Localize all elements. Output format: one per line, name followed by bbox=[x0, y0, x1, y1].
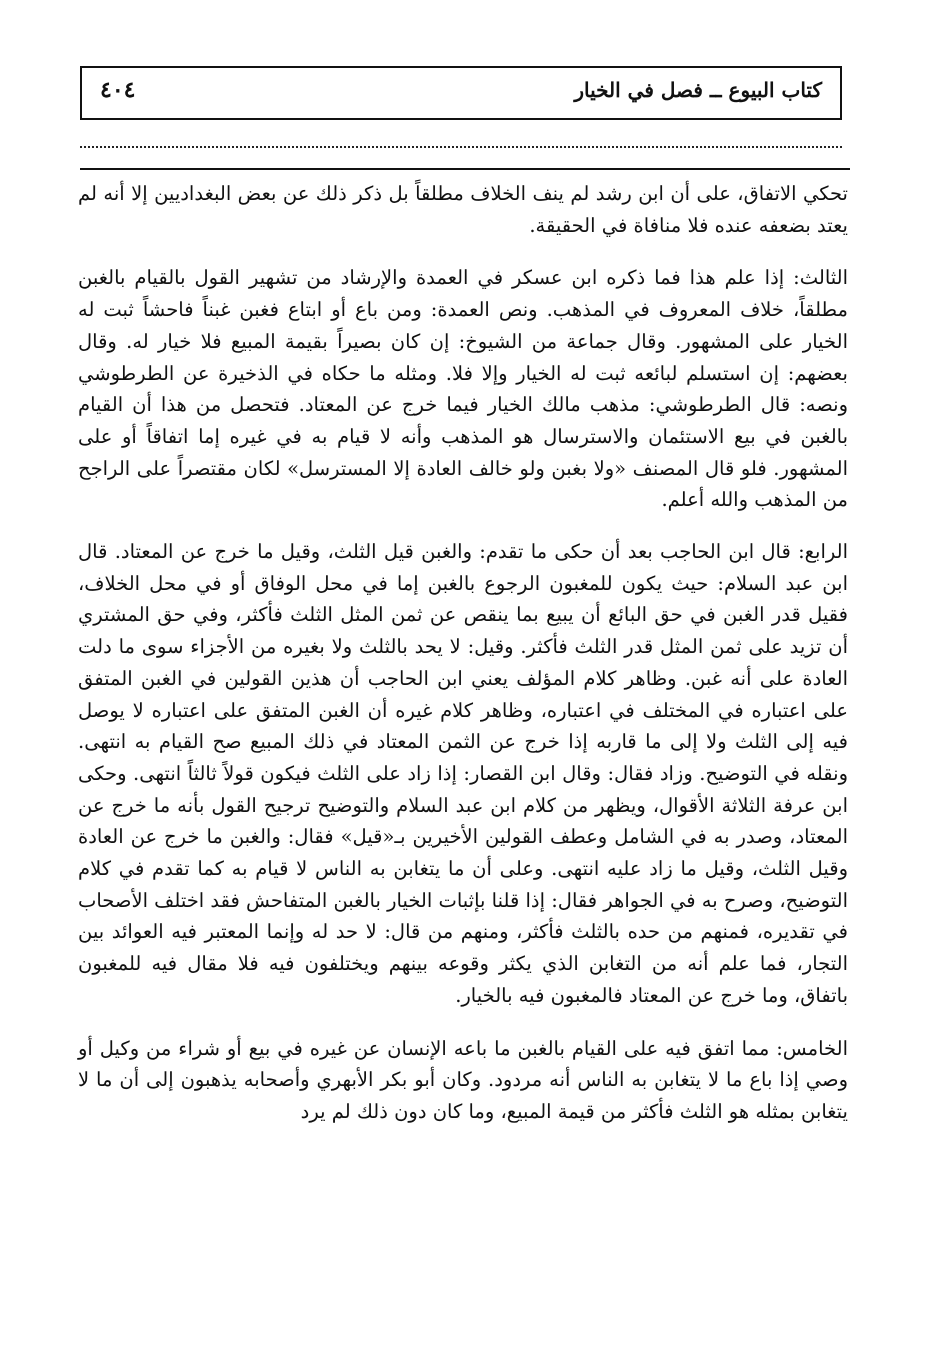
page-number: ٤٠٤ bbox=[100, 77, 136, 103]
solid-divider bbox=[80, 168, 850, 170]
paragraph-intro: تحكي الاتفاق، على أن ابن رشد لم ينف الخلاف مطلقاً بل ذكر ذلك عن بعض البغداديين إلا أنه لم يعتد بضعفه عنده فلا منافاة في الحقيقة. bbox=[78, 182, 848, 237]
body-text bbox=[78, 178, 848, 1128]
paragraph-fifth: الخامس: مما اتفق فيه على القيام بالغبن ما باعه الإنسان عن غيره في بيع أو شراء من وكيل أو وصي إذا باع ما لا يتغابن به الناس أنه مردود. وكان أبو بكر الأبهري وأصحابه يذهبون إلى أن ما لا يتغابن بمثله هو الثلث فأكثر من قيمة المبيع، وما كان دون ذلك لم يرد bbox=[78, 1036, 848, 1123]
paragraph-fourth: الرابع: قال ابن الحاجب بعد أن حكى ما تقدم: والغبن قيل الثلث، وقيل ما خرج عن المعتاد. قال ابن عبد السلام: حيث يكون للمغبون الرجوع بالغبن إما في محل الوفاق أو في محل الخلاف، فقيل قدر الغبن في حق البائع أن يبيع بما ينقص عن ثمن المثل الثلث فأكثر، وفي حق المشتري أن تزيد على ثمن المثل قدر الثلث فأكثر. وقيل: لا يحد بالثلث ولا بغيره من الأجزاء سوى ما دلت العادة على أنه غبن. وظاهر كلام المؤلف يعني ابن الحاجب أن هذين القولين في الغبن المتفق على اعتباره في المختلف في اعتباره، وظاهر كلام غيره أن الغبن المتفق على اعتباره لا يوصل فيه إلى الثلث ولا إلى ما قاربه إذا خرج عن الثمن المعتاد في ذلك المبيع صح القيام به انتهى. ونقله في التوضيح. وزاد فقال: وقال ابن القصار: إذا زاد على الثلث فيكون قولاً ثالثاً انتهى. وحكى ابن عرفة الثلاثة الأقوال، ويظهر من كلام ابن عبد السلام والتوضيح ترجيح القول بأنه ما خرج عن المعتاد، وصدر به في الشامل وعطف القولين الأخيرين بـ«قيل» فقال: والغبن ما خرج عن العادة وقيل الثلث، وقيل ما زاد عليه انتهى. وعلى أن ما يتغابن به الناس لا قيام به كما تقدم في كلام التوضيح، وصرح به في الجواهر فقال: إذا قلنا بإثبات الخيار بالغبن المتفاحش فقد اختلف الأصحاب في تقديره، فمنهم من حده بالثلث فأكثر، ومنهم من قال: لا حد له وإنما المعتبر فيه العوائد بين التجار، فما علم أنه من التغابن الذي يكثر وقوعه بينهم ويختلفون فيه فلا مقال فيه للمغبون باتفاق، وما خرج عن المعتاد فالمغبون فيه بالخيار. bbox=[78, 540, 848, 1007]
running-header bbox=[80, 66, 842, 120]
paragraph-third: الثالث: إذا علم هذا فما ذكره ابن عسكر في العمدة والإرشاد من تشهير القول بالقيام بالغبن مطلقاً، خلاف المعروف في المذهب. ونص العمدة: ومن باع أو ابتاع فغبن غبناً فاحشاً ثبت له الخيار على المشهور. وقال جماعة من الشيوخ: إن كان بصيراً بقيمة المبيع فلا خيار له. وقال بعضهم: إن استسلم لبائعه ثبت له الخيار وإلا فلا. ومثله ما حكاه في الذخيرة عن الطرطوشي ونصه: قال الطرطوشي: مذهب مالك الخيار فيما خرج عن المعتاد. فتحصل من هذا أن القيام بالغبن في بيع الاستئمان والاسترسال هو المذهب وأنه لا قيام به في غيره إما اتفاقاً أو على المشهور. فلو قال المصنف «ولا بغبن ولو خالف العادة إلا المسترسل» لكان مقتصراً على الراجح من المذهب والله أعلم. bbox=[78, 266, 848, 512]
header-title: كتاب البيوع ــ فصل في الخيار bbox=[574, 78, 822, 102]
dotted-divider bbox=[80, 146, 842, 148]
